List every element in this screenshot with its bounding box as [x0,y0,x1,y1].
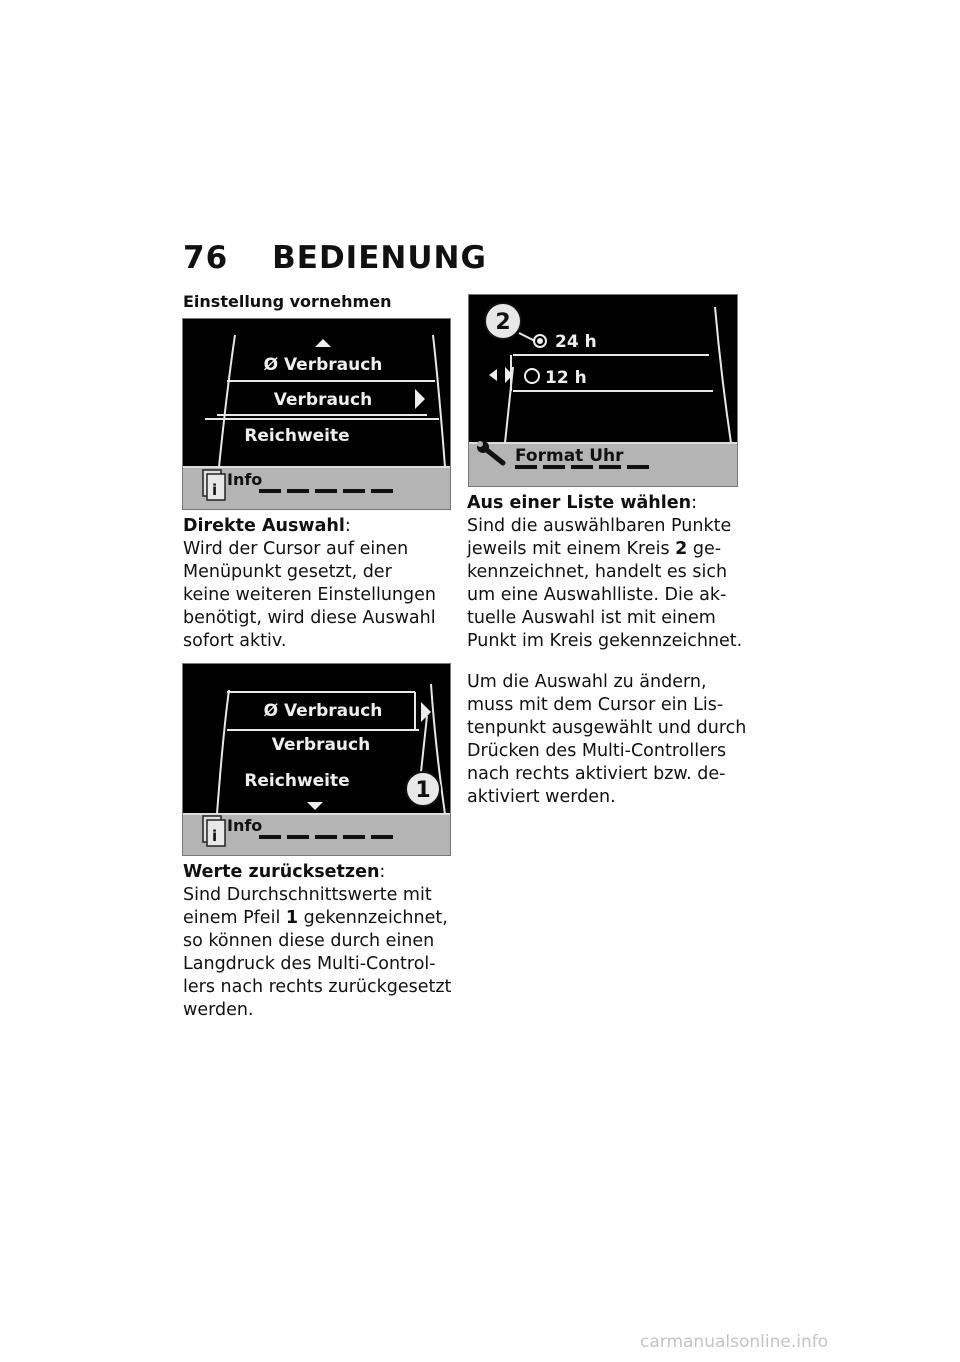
info-icon [203,470,225,500]
watermark: carmanualsonline.info [640,1332,829,1352]
text-line: Wird der Cursor auf einen [183,539,409,559]
scroll-up-arrow-icon [315,339,331,347]
cursor-arrow-icon [415,389,425,409]
display-screen-clock-format [468,294,738,487]
text-fragment: einem Pfeil [183,908,281,928]
menu-item-avg-consumption: Ø Verbrauch [263,701,383,721]
text-line: nach rechts aktiviert bzw. de- [467,764,726,784]
scroll-down-arrow-icon [307,802,323,810]
reset-values-text: Werte zurücksetzen: Sind Durchschnittswerte mit einem Pfeil 1 gekennzeichnet, so können diese durch einen Langdruck des Multi-Control- lers nach rechts zurückgesetzt werden. [183,861,463,1022]
callout-ref-2: 2 [675,539,688,559]
menu-item-consumption: Verbrauch [271,735,371,755]
callout-ref-1: 1 [285,908,299,928]
section-title: BEDIENUNG [272,240,487,276]
text-line [467,538,757,561]
text-fragment: ge- [692,539,722,559]
text-line: Langdruck des Multi-Control- [183,954,436,974]
text-fragment: gekennzeichnet, [303,908,448,928]
callout-2-number: 2 [495,310,511,335]
menu-item-consumption: Verbrauch [273,390,373,410]
text-line: Sind die auswählbaren Punkte [467,516,732,536]
term-list-selection: Aus einer Liste wählen [467,493,692,513]
left-arrow-icon [489,369,497,381]
text-line: Um die Auswahl zu ändern, [467,672,707,692]
unselected-radio-icon [525,369,539,383]
svg-text:i: i [212,481,218,499]
menu-item-avg-consumption: Ø Verbrauch [263,355,383,375]
text-line: keine weiteren Einstellungen [183,585,436,605]
text-line: muss mit dem Cursor ein Lis- [467,695,724,715]
option-24h: 24 h [555,332,597,352]
info-icon [203,816,225,846]
text-fragment: jeweils mit einem Kreis [467,539,670,559]
display-screen-menu [182,318,451,510]
footer-label: Info [227,816,263,835]
page-header [183,240,487,276]
text-line: benötigt, wird diese Auswahl [183,608,436,628]
menu-item-range: Reichweite [244,771,350,791]
text-line: Sind Durchschnittswerte mit [183,885,432,905]
term-reset-values: Werte zurücksetzen [183,862,380,882]
change-selection-text [467,671,757,809]
list-selection-text: Aus einer Liste wählen: Sind die auswählbaren Punkte jeweils mit einem Kreis 2 ge- kennzeichnet, handelt es sich um eine Auswahlliste. Die ak- tuelle Auswahl ist mit einem Punkt im Kreis gekennzeichnet. [467,492,757,653]
svg-text:i: i [212,827,218,845]
menu-item-range: Reichweite [244,426,350,446]
text-line: sofort aktiv. [183,631,287,651]
text-line: Drücken des Multi-Controllers [467,741,727,761]
text-line: aktiviert werden. [467,787,616,807]
text-line: Menüpunkt gesetzt, der [183,562,392,582]
text-line: tenpunkt ausgewählt und durch [467,718,747,738]
callout-1-number: 1 [415,778,431,803]
text-line: lers nach rechts zurückgesetzt [183,977,452,997]
subheading: Einstellung vornehmen [183,292,392,311]
direct-selection-text: Direkte Auswahl: Wird der Cursor auf einen Menüpunkt gesetzt, der keine weiteren Einstellungen benötigt, wird diese Auswahl sofort aktiv. [183,515,463,653]
page-number: 76 [183,240,229,276]
text-line: so können diese durch einen [183,931,435,951]
text-line: Punkt im Kreis gekennzeichnet. [467,631,743,651]
footer-label: Info [227,470,263,489]
text-line: um eine Auswahlliste. Die ak- [467,585,727,605]
term-direct-selection: Direkte Auswahl [183,516,345,536]
text-line: tuelle Auswahl ist mit einem [467,608,716,628]
display-screen-reset [182,663,451,856]
option-12h: 12 h [545,368,587,388]
text-line [183,907,463,930]
footer-label: Format Uhr [515,446,624,466]
text-line: kennzeichnet, handelt es sich [467,562,728,582]
text-line: werden. [183,1000,254,1020]
